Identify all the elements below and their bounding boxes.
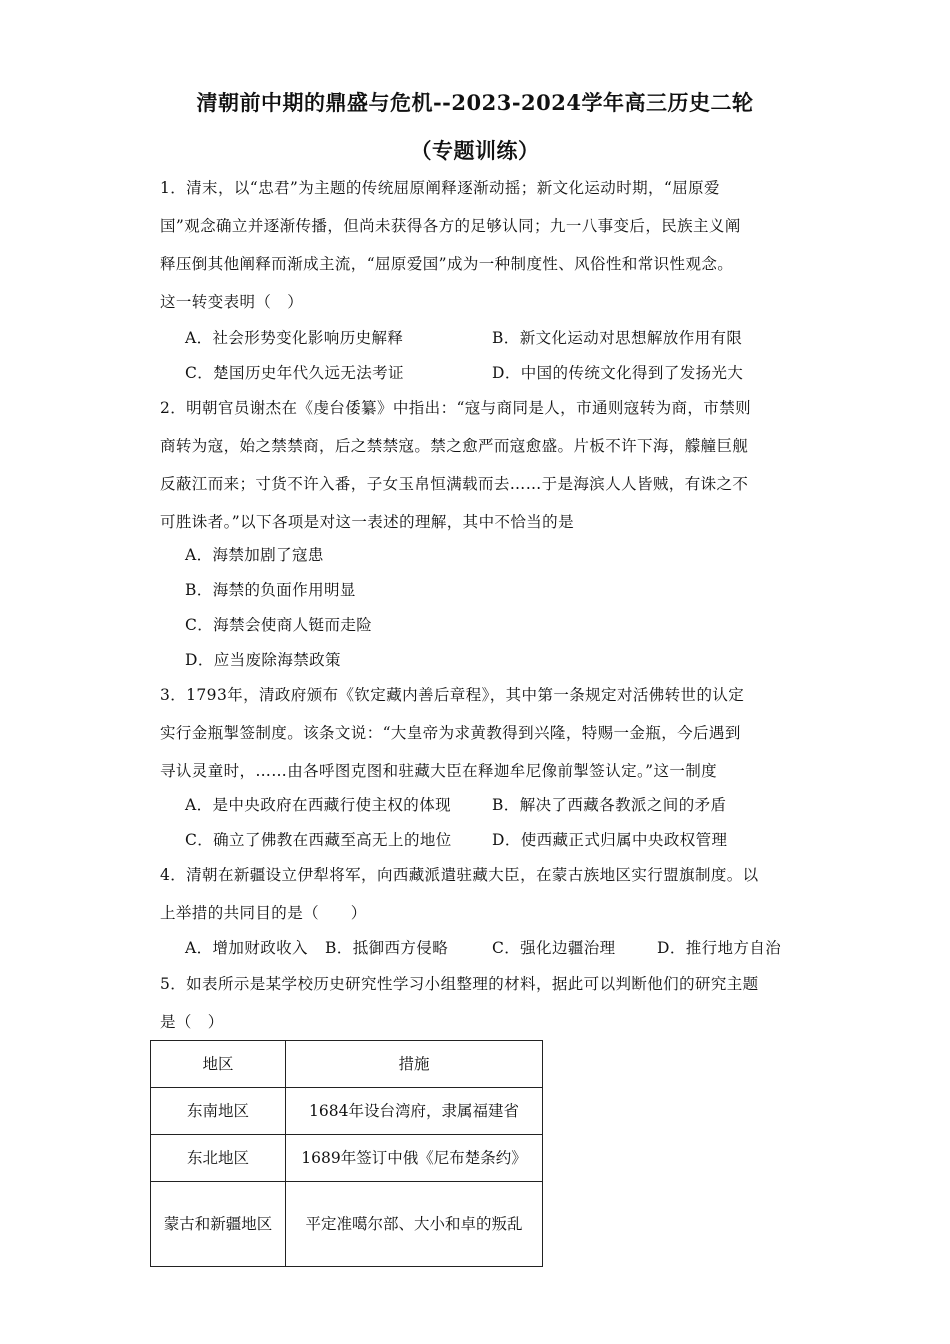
q2-option-a[interactable]: A．海禁加剧了寇患 xyxy=(185,546,324,564)
q1-text-line: 国”观念确立并逐渐传播，但尚未获得各方的足够认同；九一八事变后，民族主义阐 xyxy=(160,217,741,235)
q2-option-b[interactable]: B．海禁的负面作用明显 xyxy=(185,581,356,599)
page-title: 清朝前中期的鼎盛与危机--2023-2024学年高三历史二轮 xyxy=(196,90,754,115)
q2-text-line: 反蔽江而来；寸货不许入番，子女玉帛恒满载而去……于是海滨人人皆贼，有诛之不 xyxy=(160,475,749,493)
table-cell: 1684年设台湾府，隶属福建省 xyxy=(286,1088,543,1135)
table-cell: 东北地区 xyxy=(151,1135,286,1182)
q1-text-line: 释压倒其他阐释而渐成主流，“屈原爱国”成为一种制度性、风俗性和常识性观念。 xyxy=(160,255,734,273)
q1-option-d[interactable]: D．中国的传统文化得到了发扬光大 xyxy=(492,364,744,382)
q1-text-line: 这一转变表明（ ） xyxy=(160,293,304,311)
q4-text-line: 4．清朝在新疆设立伊犁将军，向西藏派遣驻藏大臣，在蒙古族地区实行盟旗制度。以 xyxy=(160,866,759,884)
q1-option-a[interactable]: A．社会形势变化影响历史解释 xyxy=(185,329,404,347)
q3-text-line: 实行金瓶掣签制度。该条文说：“大皇帝为求黄教得到兴隆，特赐一金瓶，今后遇到 xyxy=(160,724,741,742)
q4-option-a[interactable]: A．增加财政收入 xyxy=(185,939,308,957)
q1-option-b[interactable]: B．新文化运动对思想解放作用有限 xyxy=(492,329,743,347)
q4-option-c[interactable]: C．强化边疆治理 xyxy=(492,939,616,957)
q3-option-c[interactable]: C．确立了佛教在西藏至高无上的地位 xyxy=(185,831,452,849)
table-cell: 平定准噶尔部、大小和卓的叛乱 xyxy=(286,1182,543,1267)
q2-text-line: 商转为寇，始之禁禁商，后之禁禁寇。禁之愈严而寇愈盛。片板不许下海，艨艟巨舰 xyxy=(160,437,749,455)
q3-option-a[interactable]: A．是中央政府在西藏行使主权的体现 xyxy=(185,796,451,814)
q2-text-line: 可胜诛者。”以下各项是对这一表述的理解，其中不恰当的是 xyxy=(160,513,574,531)
table-cell: 1689年签订中俄《尼布楚条约》 xyxy=(286,1135,543,1182)
q3-text-line: 3．1793年，清政府颁布《钦定藏内善后章程》，其中第一条规定对活佛转世的认定 xyxy=(160,686,745,704)
page-subtitle: （专题训练） xyxy=(410,138,540,163)
q2-option-c[interactable]: C．海禁会使商人铤而走险 xyxy=(185,616,373,634)
table-header-cell: 措施 xyxy=(286,1041,543,1088)
q4-option-d[interactable]: D．推行地方自治 xyxy=(657,939,782,957)
q1-text-line: 1．清末，以“忠君”为主题的传统屈原阐释逐渐动摇；新文化运动时期，“屈原爱 xyxy=(160,179,720,197)
q3-text-line: 寻认灵童时，……由各呼图克图和驻藏大臣在释迦牟尼像前掣签认定。”这一制度 xyxy=(160,762,718,780)
table-row xyxy=(151,1182,543,1267)
q2-text-line: 2．明朝官员谢杰在《虔台倭纂》中指出：“寇与商同是人，市通则寇转为商，市禁则 xyxy=(160,399,751,417)
q5-table xyxy=(150,1040,543,1267)
table-row xyxy=(151,1088,543,1135)
q5-text-line: 是（ ） xyxy=(160,1013,224,1031)
q5-text-line: 5．如表所示是某学校历史研究性学习小组整理的材料，据此可以判断他们的研究主题 xyxy=(160,975,759,993)
table-header-row xyxy=(151,1041,543,1088)
q2-option-d[interactable]: D．应当废除海禁政策 xyxy=(185,651,341,669)
q4-option-b[interactable]: B．抵御西方侵略 xyxy=(325,939,449,957)
q4-text-line: 上举措的共同目的是（ ） xyxy=(160,904,367,922)
table-row xyxy=(151,1135,543,1182)
q3-option-d[interactable]: D．使西藏正式归属中央政权管理 xyxy=(492,831,728,849)
q1-option-c[interactable]: C．楚国历史年代久远无法考证 xyxy=(185,364,404,382)
q3-option-b[interactable]: B．解决了西藏各教派之间的矛盾 xyxy=(492,796,727,814)
table-cell: 蒙古和新疆地区 xyxy=(151,1182,286,1267)
table-cell: 东南地区 xyxy=(151,1088,286,1135)
table-header-cell: 地区 xyxy=(151,1041,286,1088)
